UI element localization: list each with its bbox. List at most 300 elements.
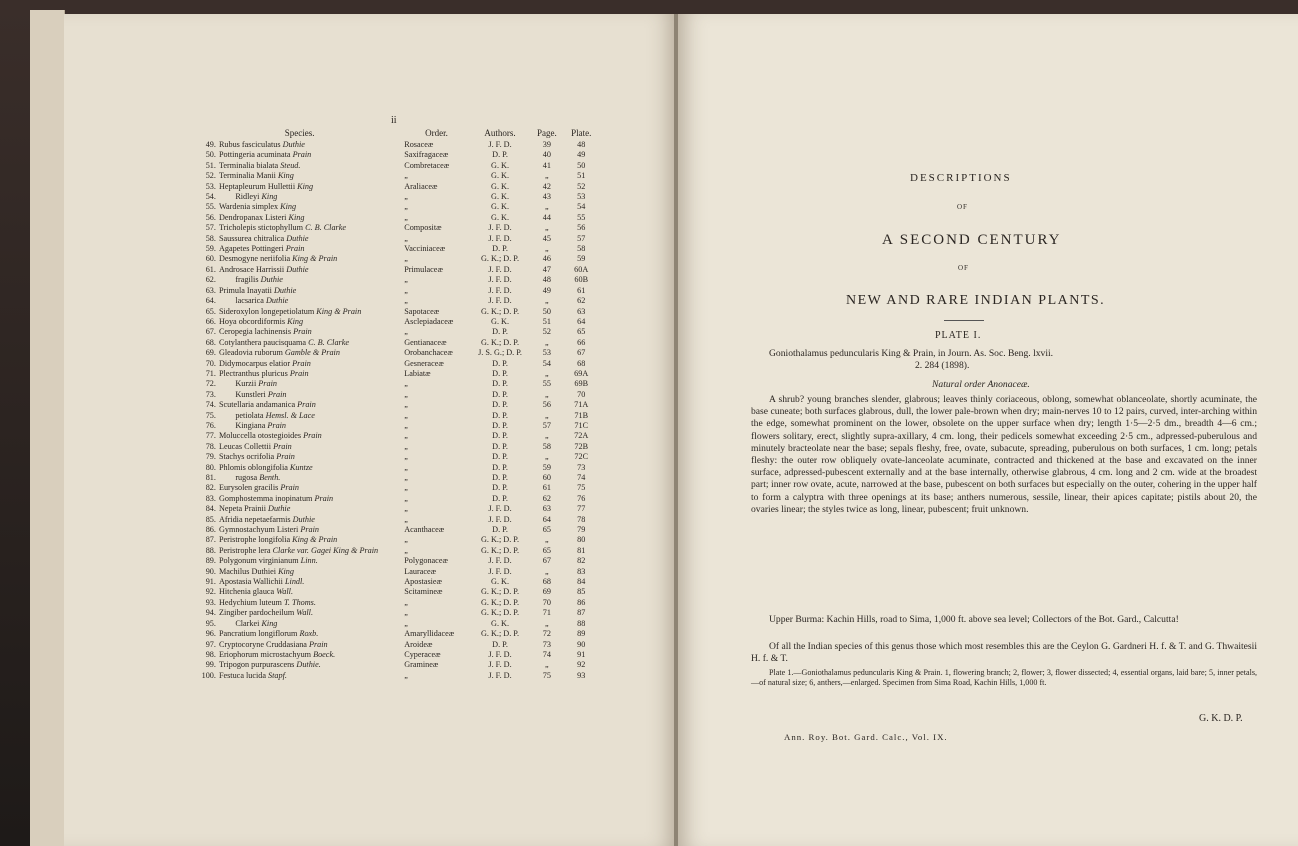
plate-ref: 69B (574, 379, 589, 389)
authors-initials: D. P. (492, 452, 508, 462)
species-name (219, 307, 404, 317)
page-ref: 70 (542, 597, 551, 607)
plate-ref: 52 (577, 181, 586, 191)
table-row (195, 629, 600, 639)
species-binomial: Eurysolen gracilis (218, 483, 279, 493)
plate-ref: 89 (577, 629, 586, 639)
page-ref: 42 (542, 181, 551, 191)
page-ref: 56 (542, 400, 551, 410)
row-number: 100. (201, 670, 216, 680)
species-name (219, 421, 404, 431)
authors-initials: G. K.; D. P. (481, 629, 520, 639)
table-row (195, 473, 600, 483)
row-number: 59. (205, 244, 216, 254)
species-name (219, 265, 404, 275)
authors-initials: D. P. (492, 368, 508, 378)
authors-initials: J. F. D. (488, 566, 512, 576)
page-ref: „ (545, 244, 549, 254)
row-number: 76. (205, 420, 216, 430)
species-name (219, 629, 404, 639)
authors-initials: J. F. D. (488, 556, 512, 566)
species-name (219, 587, 404, 597)
species-authority: Wall. (296, 608, 314, 618)
species-authority: King & Prain (292, 535, 338, 545)
order-name: Vacciniaceæ (404, 244, 446, 254)
species-name (219, 483, 404, 493)
order-name: „ (404, 254, 408, 264)
order-name: „ (404, 608, 408, 618)
order-name: Saxifragaceæ (404, 150, 449, 160)
order-name: „ (404, 285, 408, 295)
table-row (195, 421, 600, 431)
authors-initials: J. F. D. (488, 264, 512, 274)
page-ref: 57 (542, 420, 551, 430)
authors-initials: G. K. (491, 160, 509, 170)
plate-ref: 53 (577, 192, 586, 202)
title-descriptions: DESCRIPTIONS (910, 172, 1012, 184)
species-binomial: Eriophorum microstachyum (218, 649, 312, 659)
species-binomial: Cotylanthera paucisquama (218, 337, 307, 347)
species-name (219, 640, 404, 650)
affinity-note: Of all the Indian species of this genus those which most resembles this are the Ceylon G. Gardneri H. f. & T. and G. Thwaitesii H. f. & T. (751, 641, 1257, 665)
plate-ref: 71C (574, 420, 589, 430)
authors-initials: D. P. (492, 327, 508, 337)
table-row (195, 390, 600, 400)
plate-ref: 72A (574, 431, 589, 441)
species-authority: Hemsl. & Lace (265, 410, 315, 420)
species-binomial: Plectranthus pluricus (218, 368, 288, 378)
row-number: 88. (205, 545, 216, 555)
species-authority: Prain (308, 639, 328, 649)
plate-ref: 49 (577, 150, 586, 160)
plate-ref: 72C (574, 452, 589, 462)
table-row (195, 275, 600, 285)
species-authority: King (288, 212, 305, 222)
page-ref: 61 (542, 483, 551, 493)
row-number: 94. (205, 608, 216, 618)
page-ref: „ (545, 202, 549, 212)
page-ref: „ (545, 431, 549, 441)
authors-initials: G. K.; D. P. (481, 535, 520, 545)
row-number: 87. (205, 535, 216, 545)
page-ref: 68 (542, 577, 551, 587)
plate-ref: 72B (574, 441, 589, 451)
table-header-row (195, 126, 600, 140)
order-name: „ (404, 389, 408, 399)
page-ref: 47 (542, 264, 551, 274)
title-of: OF (958, 264, 969, 272)
table-row (195, 535, 600, 545)
species-authority: Prain (303, 431, 322, 441)
plate-ref: 65 (577, 327, 586, 337)
species-binomial: Hoya obcordiformis (218, 316, 286, 326)
table-row (195, 327, 600, 337)
authors-initials: D. P. (492, 410, 508, 420)
row-number: 84. (205, 504, 216, 514)
row-number: 96. (205, 629, 216, 639)
order-name: Orobanchaceæ (404, 348, 453, 358)
order-name: „ (404, 535, 408, 545)
plate-ref: 93 (577, 670, 586, 680)
species-binomial: Heptapleurum Hullettii (218, 181, 296, 191)
species-binomial: rugosa (218, 473, 258, 482)
plate-ref: 69A (574, 368, 589, 378)
table-row (195, 515, 600, 525)
species-authority: King (278, 566, 294, 576)
authors-initials: G. K. (491, 171, 509, 181)
plate-ref: 57 (577, 233, 586, 243)
order-name: „ (404, 597, 408, 607)
order-name: Asclepiadaceæ (404, 316, 454, 326)
species-name (219, 192, 404, 202)
species-authority: Prain (292, 150, 312, 160)
row-number: 79. (205, 452, 216, 462)
species-binomial: Scutellaria andamanica (218, 400, 296, 410)
species-name (219, 338, 404, 348)
order-name: „ (404, 504, 408, 514)
authors-initials: D. P. (492, 420, 508, 430)
row-number: 53. (205, 181, 216, 191)
species-binomial: Leucas Collettii (218, 441, 272, 451)
table-row (195, 400, 600, 410)
table-row (195, 359, 600, 369)
species-name (219, 182, 404, 192)
plate-ref: 61 (577, 285, 586, 295)
species-binomial: Sideroxylon longepetiolatum (218, 306, 315, 316)
page-ref: 75 (542, 670, 551, 680)
authors-initials: J. S. G.; D. P. (478, 348, 522, 358)
plate-ref: 62 (577, 296, 586, 306)
authors-initials: D. P. (492, 483, 508, 493)
plate-ref: 50 (577, 160, 586, 170)
order-name: Compositæ (404, 223, 442, 233)
species-binomial: Ceropegia lachinensis (218, 327, 292, 337)
species-name (219, 202, 404, 212)
species-name (219, 223, 404, 233)
table-row (195, 619, 600, 629)
page-ref: 72 (542, 629, 551, 639)
page-ref: 60 (542, 473, 551, 482)
species-authority: Prain (267, 389, 287, 399)
divider (944, 320, 984, 321)
species-name (219, 473, 404, 483)
authors-initials: D. P. (492, 244, 508, 254)
title-new-rare-plants: NEW AND RARE INDIAN PLANTS. (846, 293, 1106, 308)
species-binomial: Primula Inayatii (218, 285, 272, 295)
authors-initials: J. F. D. (488, 504, 512, 514)
authors-initials: J. F. D. (488, 660, 512, 670)
plate-ref: 84 (577, 577, 586, 587)
page-ref: 69 (542, 587, 551, 597)
order-name: Cyperaceæ (404, 649, 441, 659)
row-number: 52. (205, 171, 216, 181)
row-number: 82. (205, 483, 216, 493)
species-binomial: Terminalia Manii (218, 171, 276, 181)
table-row (195, 338, 600, 348)
table-row (195, 452, 600, 462)
plate-ref: 71B (574, 410, 589, 420)
species-index-table (195, 126, 600, 681)
page-ref: 64 (542, 514, 551, 524)
row-number: 60. (205, 254, 216, 264)
page-ref: „ (545, 566, 549, 576)
page-ref: „ (545, 171, 549, 181)
species-authority: King & Prain (316, 306, 362, 316)
species-name (219, 275, 404, 285)
table-row (195, 296, 600, 306)
species-binomial: Hitchenia glauca (218, 587, 275, 597)
table-row (195, 182, 600, 192)
plate-ref: 60B (574, 275, 589, 285)
order-name: „ (404, 202, 408, 212)
plate-ref: 60A (574, 264, 589, 274)
table-row (195, 598, 600, 608)
row-number: 63. (205, 285, 216, 295)
order-name: „ (404, 452, 408, 462)
page-ref: „ (545, 410, 549, 420)
plate-ref: 68 (577, 358, 586, 368)
page-ref: 46 (542, 254, 551, 264)
species-authority: Clarke var. Gagei King & Prain (272, 545, 379, 555)
order-name: Labiatæ (404, 368, 431, 378)
species-authority: Duthie (282, 140, 305, 149)
page-ref: 40 (542, 150, 551, 160)
row-number: 74. (205, 400, 216, 410)
species-authority: Prain (292, 358, 311, 368)
page-ref: 52 (542, 327, 551, 337)
order-name: „ (404, 473, 408, 482)
authors-initials: J. F. D. (488, 140, 512, 149)
species-binomial: Wardenia simplex (218, 202, 279, 212)
title-of: OF (957, 203, 968, 211)
species-name (219, 442, 404, 452)
row-number: 50. (205, 150, 216, 160)
species-authority: Duthie (260, 275, 283, 285)
species-authority: Prain (300, 525, 320, 535)
page-ref: 45 (542, 233, 551, 243)
species-binomial: Machilus Duthiei (218, 566, 277, 576)
plate-ref: 75 (577, 483, 586, 493)
order-name: „ (404, 514, 408, 524)
authors-initials: G. K.; D. P. (481, 306, 520, 316)
authors-initials: D. P. (492, 150, 508, 160)
species-binomial: Rubus fasciculatus (218, 140, 281, 149)
plate-ref: 73 (577, 462, 586, 472)
row-number: 89. (205, 556, 216, 566)
order-name: „ (404, 212, 408, 222)
order-name: „ (404, 493, 408, 503)
order-name: Gramineæ (404, 660, 439, 670)
authors-initials: J. F. D. (488, 285, 512, 295)
table-row (195, 369, 600, 379)
row-number: 72. (205, 379, 216, 389)
order-name: „ (404, 192, 408, 202)
order-name: „ (404, 171, 408, 181)
table-row (195, 494, 600, 504)
species-authority: Linn. (300, 556, 318, 566)
plate-ref: 71A (574, 400, 589, 410)
species-authority: Duthie (286, 233, 309, 243)
species-authority: Roxb. (299, 629, 319, 639)
table-row (195, 577, 600, 587)
page-ref: 51 (542, 316, 551, 326)
authors-initials: J. F. D. (488, 649, 512, 659)
page-ref: „ (545, 618, 549, 628)
table-row (195, 254, 600, 264)
order-name: „ (404, 410, 408, 420)
species-binomial: Gymnostachyum Listeri (218, 525, 299, 535)
header-species: Species. (284, 127, 315, 138)
order-name: Combretaceæ (404, 160, 450, 170)
species-authority: Duthie (286, 264, 309, 274)
species-name (219, 608, 404, 618)
species-binomial: Peristrophe lera (218, 545, 271, 555)
species-authority: King (280, 202, 297, 212)
plate-ref: 90 (577, 639, 586, 649)
species-binomial: Zingiber pardocheilum (218, 608, 295, 618)
row-number: 64. (205, 296, 216, 306)
row-number: 90. (205, 566, 216, 576)
species-binomial: Stachys ocrifolia (218, 452, 275, 462)
table-row (195, 525, 600, 535)
table-row (195, 307, 600, 317)
species-binomial: Pottingeria acuminata (218, 150, 291, 160)
page-ref: 67 (542, 556, 551, 566)
species-authority: Prain (267, 420, 287, 430)
species-authority: C. B. Clarke (308, 337, 349, 347)
species-name (219, 296, 404, 306)
page-ref: 50 (542, 306, 551, 316)
species-binomial: Nepeta Prainii (218, 504, 266, 514)
species-authority: T. Thoms. (283, 597, 316, 607)
page-number: ii (391, 115, 397, 126)
page-ref: 74 (542, 649, 551, 659)
plate-ref: 76 (577, 493, 586, 503)
page-ref: 71 (542, 608, 551, 618)
authors-initials: G. K. (491, 577, 509, 587)
plate-ref: 67 (577, 348, 586, 358)
plate-ref: 74 (577, 473, 586, 482)
table-row (195, 192, 600, 202)
species-binomial: Gleadovia ruborum (218, 348, 283, 358)
order-name: „ (404, 441, 408, 451)
row-number: 55. (205, 202, 216, 212)
row-number: 91. (205, 577, 216, 587)
page-ref: 65 (542, 525, 551, 535)
species-binomial: Androsace Harrissii (218, 264, 285, 274)
species-name (219, 660, 404, 670)
table-row (195, 379, 600, 389)
authors-initials: G. K.; D. P. (481, 597, 520, 607)
order-name: „ (404, 483, 408, 493)
page-ref: 44 (542, 212, 551, 222)
species-description: A shrub? young branches slender, glabrous; leaves thinly coriaceous, oblong, somewhat oblanceolate, shortly acuminate, the base cuneate; both surfaces glabrous, dull, the lower pale-brown when dry; main-nerves 10 to 12 pairs, curved, inter-arching within the edge, somewhat prominent on the lower, obsolete on the upper surface when dry; length 1·5—2·5 dm., breadth 4—6 cm.; flowers solitary, erect, slightly supra-axillary, 4 cm. long, their pedicels somewhat exceeding 2·5 cm., adpressed-puberulous and minutely bracteolate near the base; sepals fleshy, free, ovate, subacute, spreading, puberulous on both surfaces, 1 cm. long; petals fleshy: the outer row obliquely ovate-lanceolate acuminate, contracted and thickened at the base and excavated on the inner surface, adpressed-pubescent externally and at the base internally, otherwise glabrous, 4 cm. long and 2 cm. wide at the broadest part; inner row ovate, acute, narrowed at the base, pubescent on both surfaces but especially on the outer, cohering in the upper half to form a calyptra with three openings at its base; anthers numerous, sessile, linear, their apices capitate; pistils about 20, the ovaries linear; the styles twice as long, linear, pubescent; fruit unknown. (751, 394, 1257, 515)
page-ref: „ (545, 660, 549, 670)
species-name (219, 515, 404, 525)
row-number: 57. (205, 223, 216, 233)
page-ref: 73 (542, 639, 551, 649)
row-number: 69. (205, 348, 216, 358)
page-ref: „ (545, 452, 549, 462)
row-number: 85. (205, 514, 216, 524)
species-authority: Duthie. (296, 660, 321, 670)
plate-ref: 80 (577, 535, 586, 545)
species-authority: King (261, 192, 278, 202)
plate-ref: 59 (577, 254, 586, 264)
species-name (219, 150, 404, 160)
authors-initials: G. K.; D. P. (481, 587, 520, 597)
species-authority: King & Prain (292, 254, 338, 264)
species-binomial: Hedychium luteum (218, 597, 282, 607)
row-number: 86. (205, 525, 216, 535)
species-authority: Prain (285, 244, 305, 254)
authors-initials: J. F. D. (488, 296, 512, 306)
row-number: 83. (205, 493, 216, 503)
species-name (219, 327, 404, 337)
order-name: Rosaceæ (404, 140, 434, 149)
species-binomial: Moluccella otostegioides (218, 431, 302, 441)
page-ref: 41 (542, 160, 551, 170)
row-number: 56. (205, 212, 216, 222)
page-ref: 55 (542, 379, 551, 389)
order-name: Aroideæ (404, 639, 433, 649)
row-number: 49. (205, 140, 216, 149)
plate-ref: 82 (577, 556, 586, 566)
species-authority: Prain (297, 400, 316, 410)
species-binomial: Cryptocoryne Cruddasiana (218, 639, 307, 649)
row-number: 67. (205, 327, 216, 337)
authors-initials: J. F. D. (488, 275, 512, 285)
header-plate: Plate. (571, 127, 592, 138)
authors-initials: J. F. D. (488, 223, 512, 233)
row-number: 54. (205, 192, 216, 202)
page-ref: 58 (542, 441, 551, 451)
page-ref: „ (545, 535, 549, 545)
plate-ref: 87 (577, 608, 586, 618)
page-ref: 65 (542, 545, 551, 555)
locality: Upper Burma: Kachin Hills, road to Sima, 1,000 ft. above sea level; Collectors of the Bot. Gard., Calcutta! (769, 614, 1179, 625)
species-binomial: Pancratium longiflorum (218, 629, 298, 639)
page-ref: „ (545, 223, 549, 233)
order-name: „ (404, 275, 408, 285)
table-row (195, 556, 600, 566)
species-authority: King (297, 181, 314, 191)
species-authority: Kuntze (289, 462, 313, 472)
row-number: 61. (205, 264, 216, 274)
table-row (195, 463, 600, 473)
table-row (195, 640, 600, 650)
table-row (195, 504, 600, 514)
plate-ref: 83 (577, 566, 586, 576)
order-name: Scitamineæ (404, 587, 443, 597)
table-row (195, 411, 600, 421)
page-ref: „ (545, 368, 549, 378)
plate-ref: 48 (577, 140, 586, 149)
plate-ref: 63 (577, 306, 586, 316)
order-name: Acanthaceæ (404, 525, 445, 535)
species-binomial: Ridleyi (218, 192, 260, 202)
species-binomial: Saussurea chitralica (218, 233, 285, 243)
plate-ref: 58 (577, 244, 586, 254)
species-binomial: Didymocarpus elatior (218, 358, 291, 368)
species-name (219, 535, 404, 545)
species-authority: Duthie (273, 285, 297, 295)
order-name: Araliaceæ (404, 181, 438, 191)
order-name: Gesneraceæ (404, 358, 444, 368)
authors-initials: D. P. (492, 441, 508, 451)
authors-initials: D. P. (492, 473, 508, 482)
species-authority: Prain (289, 368, 309, 378)
